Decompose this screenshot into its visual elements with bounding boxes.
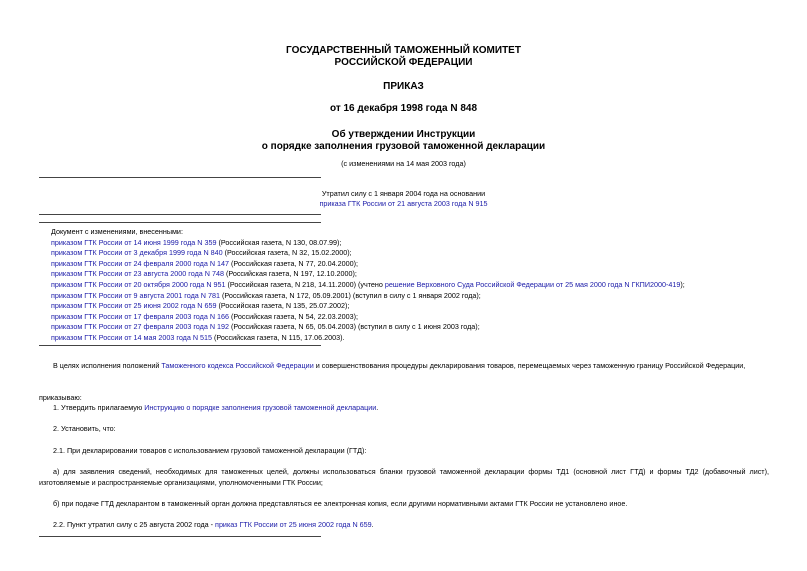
amendment-order-link[interactable]: приказом ГТК России от 14 июня 1999 года N 359 xyxy=(51,237,217,247)
amendment-source: (Российская газета, N 130, 08.07.99); xyxy=(216,237,342,247)
amendment-order-link[interactable]: приказом ГТК России от 9 августа 2001 года N 781 xyxy=(51,290,220,300)
doc-title-line1: Об утверждении Инструкции xyxy=(331,129,476,140)
amendment-order-link[interactable]: приказом ГТК России от 14 мая 2003 года N 515 xyxy=(51,332,213,342)
changes-note: (с изменениями на 14 мая 2003 года) xyxy=(341,159,466,168)
amendment-item xyxy=(51,248,685,259)
amendment-item xyxy=(51,269,685,280)
amendment-order-link[interactable]: приказом ГТК России от 23 августа 2000 года N 748 xyxy=(51,269,224,279)
paragraph-2-1-b: б) при подаче ГТД декларантом в таможенный орган должна представляться ее электронная копия, если другими нормативными актами ГТК России не установлено иное. xyxy=(53,499,628,508)
amendment-item xyxy=(51,280,685,291)
supreme-court-decision-link[interactable]: решение Верховного Суда Российской Федерации от 25 мая 2000 года N ГКПИ2000-419 xyxy=(384,279,681,289)
paragraph-2-1: 2.1. При декларировании товаров с использованием грузовой таможенной декларации (ГТД): xyxy=(53,446,367,455)
divider xyxy=(39,345,321,346)
amendment-order-link[interactable]: приказом ГТК России от 3 декабря 1999 года N 840 xyxy=(51,248,223,258)
order-word: приказываю: xyxy=(39,393,82,402)
amendment-order-link[interactable]: приказом ГТК России от 20 октября 2000 года N 951 xyxy=(51,279,226,289)
paragraph-1 xyxy=(39,403,783,414)
paragraph-2-1-a: а) для заявления сведений, необходимых для таможенных целей, должны использоваться бланки грузовой таможенной декларации формы ТД1 (основной лист ГТД) и формы ТД2 (добавочный лист), изготовляемые и распространяемые организациями, уполномоченными ГТК России; xyxy=(39,467,769,487)
repeal-link[interactable] xyxy=(0,199,807,209)
amendments-intro: Документ с изменениями, внесенными: xyxy=(51,227,183,236)
amendment-source-end: ); xyxy=(680,279,685,289)
paragraph-2-2 xyxy=(39,520,783,531)
amendment-item xyxy=(51,259,685,270)
amendment-item xyxy=(51,322,685,333)
purpose-text: В целях исполнения положений xyxy=(53,361,162,370)
amendment-source: (Российская газета, N 54, 22.03.2003); xyxy=(229,311,358,321)
amendment-order-link[interactable]: приказом ГТК России от 17 февраля 2003 года N 166 xyxy=(51,311,230,321)
amendment-source: (Российская газета, N 135, 25.07.2002); xyxy=(216,301,350,311)
amendments-block xyxy=(51,227,685,344)
divider xyxy=(39,177,321,178)
paragraph-1-text: 1. Утвердить прилагаемую xyxy=(53,403,145,412)
amendment-item xyxy=(51,312,685,323)
amendment-item xyxy=(51,291,685,302)
divider xyxy=(39,536,321,537)
repeal-text: Утратил силу с 1 января 2004 года на основании xyxy=(321,189,486,198)
repeal-order-659-link[interactable]: приказ ГТК России от 25 июня 2002 года N 659 xyxy=(215,520,372,529)
amendment-source: (Российская газета, N 218, 14.11.2000) (учтено xyxy=(225,279,385,289)
amendment-source: (Российская газета, N 32, 15.02.2000); xyxy=(222,248,352,258)
divider xyxy=(39,214,321,215)
doc-date: от 16 декабря 1998 года N 848 xyxy=(329,103,478,114)
repeal-order-link[interactable]: приказа ГТК России от 21 августа 2003 года N 915 xyxy=(319,199,488,208)
paragraph-2-2-text: 2.2. Пункт утратил силу с 25 августа 2002 года - xyxy=(53,520,216,529)
instruction-link[interactable]: Инструкцию о порядке заполнения грузовой таможенной декларации xyxy=(144,403,377,412)
amendment-item xyxy=(51,238,685,249)
paragraph-2: 2. Установить, что: xyxy=(53,424,116,433)
divider xyxy=(39,222,321,223)
paragraph-1-end: . xyxy=(376,403,379,412)
amendment-order-link[interactable]: приказом ГТК России от 25 июня 2002 года N 659 xyxy=(51,301,217,311)
amendments-list xyxy=(51,238,685,344)
org-name-line2: РОССИЙСКОЙ ФЕДЕРАЦИИ xyxy=(334,57,473,68)
amendment-source: (Российская газета, N 197, 12.10.2000); xyxy=(223,269,357,279)
amendment-source: (Российская газета, N 77, 20.04.2000); xyxy=(229,258,358,268)
doc-title-line2: о порядке заполнения грузовой таможенной декларации xyxy=(261,141,546,152)
purpose-text-end: и совершенствования процедуры декларирования товаров, перемещаемых через таможенную границу Российской Федерации, xyxy=(313,361,746,370)
doc-type: ПРИКАЗ xyxy=(383,81,424,92)
amendment-item xyxy=(51,301,685,312)
org-name-line1: ГОСУДАРСТВЕННЫЙ ТАМОЖЕННЫЙ КОМИТЕТ xyxy=(286,45,521,56)
amendment-source: (Российская газета, N 115, 17.06.2003). xyxy=(212,332,345,342)
amendment-item xyxy=(51,333,685,344)
amendment-order-link[interactable]: приказом ГТК России от 27 февраля 2003 года N 192 xyxy=(51,322,230,332)
purpose-paragraph xyxy=(39,361,783,372)
paragraph-2-2-end: . xyxy=(371,520,374,529)
customs-code-link[interactable]: Таможенного кодекса Российской Федерации xyxy=(161,361,314,370)
amendment-order-link[interactable]: приказом ГТК России от 24 февраля 2000 года N 147 xyxy=(51,258,230,268)
amendment-source: (Российская газета, N 172, 05.09.2001) (вступил в силу с 1 января 2002 года); xyxy=(219,290,481,300)
amendment-source: (Российская газета, N 65, 05.04.2003) (вступил в силу с 1 июня 2003 года); xyxy=(229,322,480,332)
